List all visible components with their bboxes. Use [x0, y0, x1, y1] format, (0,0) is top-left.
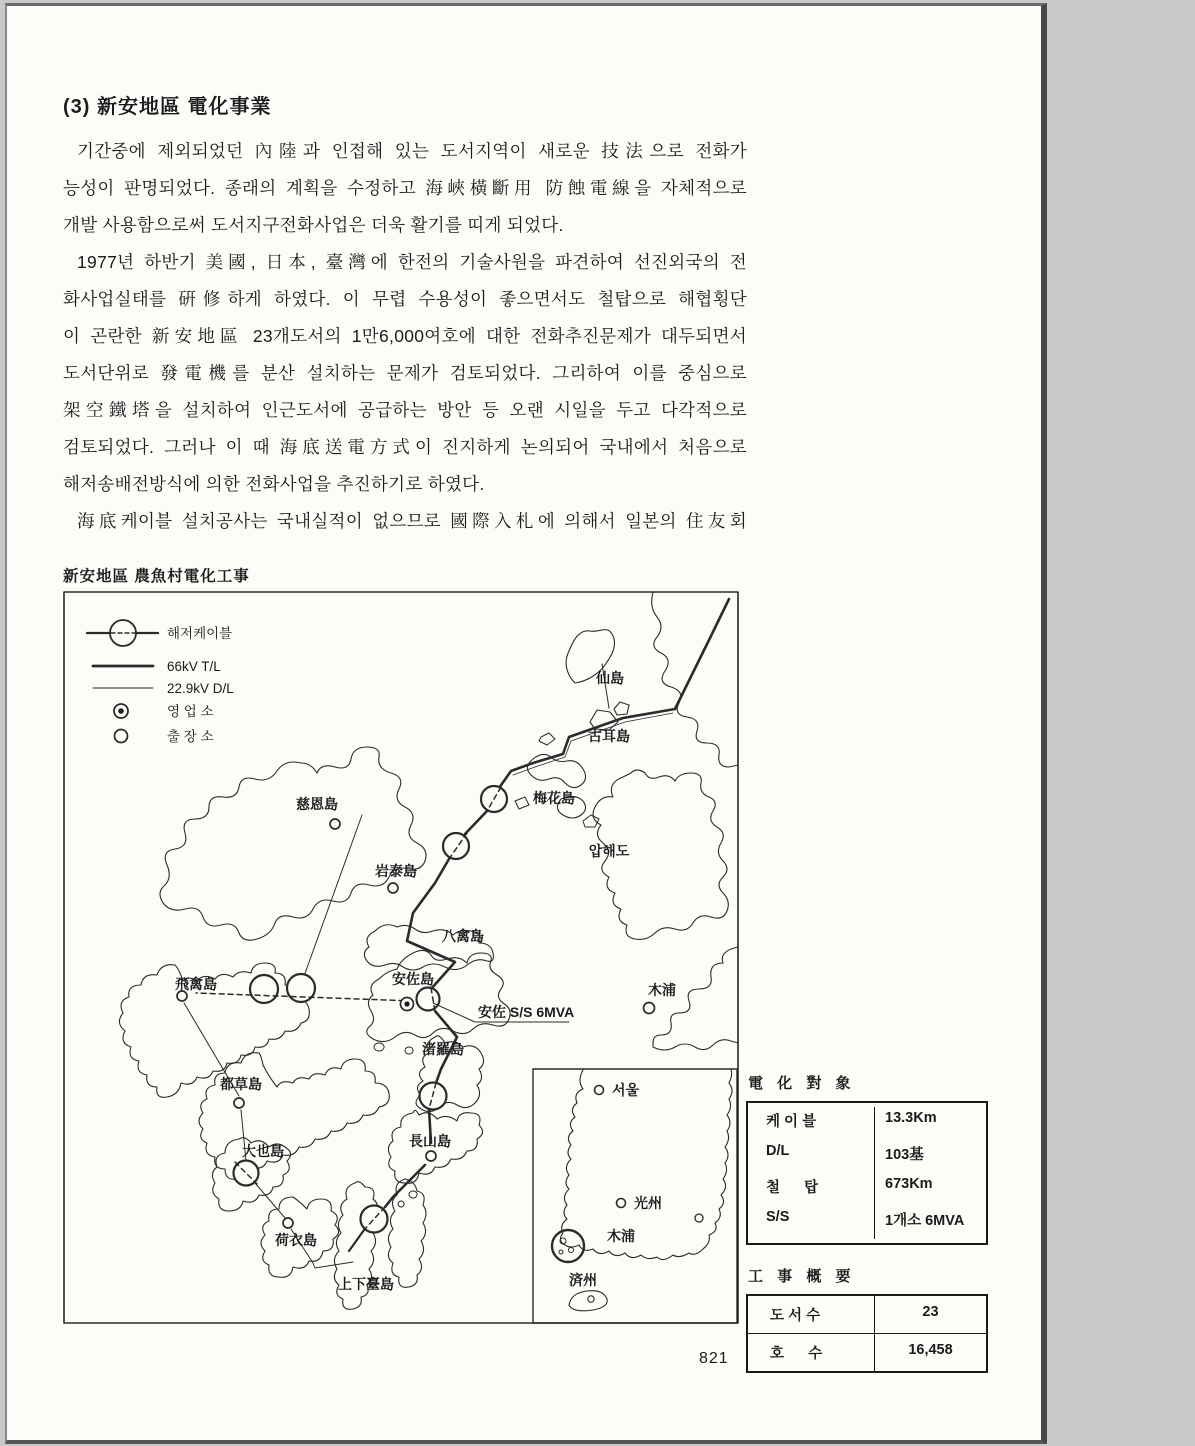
legend-label-cable: 해저케이블	[167, 626, 233, 641]
cable-crossing-circle	[417, 988, 440, 1011]
paragraph-line: 1977년 하반기 美國, 日本, 臺灣에 한전의 기술사원을 파견하여 선진외국의 전	[77, 252, 747, 272]
row-label: 케 이 블	[766, 1114, 817, 1130]
route-66kv-tail	[349, 1230, 364, 1251]
route-66kv-sanghadae	[385, 1165, 425, 1207]
islet-e	[398, 1201, 404, 1207]
table-row	[748, 1333, 986, 1371]
section-heading: (3) 新安地區 電化事業	[63, 96, 272, 118]
scanned-page	[5, 3, 1047, 1444]
island-label-jaeun: 慈恩島	[296, 796, 338, 812]
branch-office-marker	[330, 819, 340, 829]
island-label-sen: 仙島	[596, 670, 624, 686]
branch-office-marker	[426, 1151, 436, 1161]
island-label-jangsan: 長山島	[409, 1133, 451, 1149]
island-label-palgeum: 八禽島	[442, 928, 484, 944]
island-label-sanghadae: 上下臺島	[338, 1276, 394, 1292]
label-anjwa-ss: 安佐 S/S 6MVA	[478, 1004, 575, 1020]
island-label-anjwa: 安佐島	[392, 971, 434, 987]
paragraph-line: 개발 사용함으로써 도서지구전화사업은 더욱 활기를 띠게 되었다.	[63, 215, 564, 235]
island-label-docho: 都草島	[220, 1076, 262, 1092]
branch-office-marker	[644, 1003, 655, 1014]
paragraph-line: 기간중에 제외되었던 內陸과 인접해 있는 도서지역이 새로운 技法으로 전화가	[77, 141, 747, 161]
article	[63, 90, 747, 540]
branch-office-marker	[388, 883, 398, 893]
island-jaeun-amtae	[160, 747, 426, 940]
row-value: 13.3Km	[874, 1107, 986, 1140]
legend-label-229kv: 22.9kV D/L	[167, 681, 234, 696]
table-row	[748, 1107, 986, 1140]
legend-label-branch: 출 장 소	[167, 729, 214, 744]
island-label-maehwa: 梅花島	[533, 790, 575, 806]
paragraph-line: 해저송배전방식에 의한 전화사업을 추진하기로 하였다.	[63, 474, 485, 494]
dl-diagonal	[303, 815, 362, 979]
map-title: 新安地區 農魚村電化工事	[63, 568, 250, 585]
cable-crossing-circle	[250, 975, 278, 1003]
row-label: D/L	[766, 1143, 790, 1159]
row-value: 673Km	[874, 1173, 986, 1206]
island-label-daeya: 大也島	[242, 1143, 284, 1159]
label-mokpo: 木浦	[648, 982, 676, 998]
map-svg	[63, 590, 739, 1326]
coast-northeast	[652, 592, 738, 767]
inset-label-jeju: 済州	[569, 1272, 597, 1288]
island-label-bigeum: 飛禽島	[175, 976, 217, 992]
island-label-amtae: 岩泰島	[375, 863, 417, 879]
data-tables	[746, 1072, 992, 1373]
legend	[87, 620, 158, 743]
island-label-hau: 荷衣島	[275, 1232, 317, 1248]
islet-anjwa-s1	[374, 1043, 384, 1051]
island-label-koi: 古耳島	[588, 728, 630, 744]
paragraph-line: 海底케이블 설치공사는 국내실적이 없으므로 國際入札에 의해서 일본의 住友회	[77, 511, 747, 531]
branch-office-marker	[177, 991, 187, 1001]
island-maehwa-1	[527, 754, 585, 787]
islet-b	[515, 797, 529, 809]
islet-anjwa-s2	[405, 1047, 413, 1054]
paragraph-line: 도서단위로 發電機를 분산 설치하는 문제가 검토되었다. 그리하여 이를 중심으로	[63, 363, 747, 383]
inset-label-gwangju: 光州	[634, 1195, 662, 1211]
row-label: S/S	[766, 1209, 790, 1225]
inset-label-seoul: 서울	[612, 1082, 640, 1098]
paragraph-line: 검토되었다. 그러나 이 때 海底送電方式이 진지하게 논의되어 국내에서 처음으로	[63, 437, 747, 457]
coast-mokpo	[653, 947, 738, 1050]
legend-label-66kv: 66kV T/L	[167, 659, 221, 674]
map-frame	[64, 592, 738, 1323]
inset-coast-islet	[695, 1214, 703, 1222]
paragraph-line: 이 곤란한 新安地區 23개도서의 1만6,000여호에 대한 전화추진문제가 대두되면서	[63, 326, 747, 346]
main-office-marker	[401, 998, 414, 1011]
route-66kv-mid	[465, 811, 487, 834]
branch-office-marker	[234, 1098, 244, 1108]
paragraph-line: 架空鐵塔을 설치하여 인근도서에 공급하는 방안 등 오랜 시일을 두고 다각적으로	[63, 400, 747, 420]
row-value: 16,458	[874, 1334, 986, 1371]
row-label: 도 서 수	[770, 1308, 821, 1324]
row-label: 철 탑	[766, 1180, 819, 1196]
branch-office-marker	[283, 1218, 293, 1228]
paragraph-line: 화사업실태를 硏修하게 하였다. 이 무렵 수용성이 좋으면서도 철탑으로 해협횡단	[63, 289, 747, 309]
island-map	[63, 590, 739, 1326]
inset-jeju-dot	[588, 1296, 594, 1302]
island-koi-2	[614, 702, 629, 715]
table-row	[748, 1296, 986, 1333]
island-docho	[199, 1053, 389, 1180]
inset-seoul-marker	[595, 1086, 604, 1095]
table-row	[748, 1140, 986, 1173]
islet-d	[409, 1191, 417, 1198]
islet-a	[539, 733, 555, 745]
inset-korea-outline	[560, 1070, 732, 1260]
inset-islet	[569, 1248, 574, 1253]
electrification-table	[746, 1101, 988, 1245]
page-number: 821	[699, 1350, 729, 1367]
row-value: 23	[874, 1296, 986, 1333]
summary-table	[746, 1294, 988, 1373]
row-value: 103基	[874, 1140, 986, 1173]
electrification-table-title: 電 化 對 象	[748, 1075, 856, 1092]
legend-label-office: 영 업 소	[167, 704, 214, 719]
row-value: 1개소 6MVA	[874, 1206, 986, 1239]
route-66kv-northeast	[499, 599, 729, 788]
island-label-aphaedo: 압해도	[588, 843, 630, 859]
legend-branch-icon	[115, 730, 128, 743]
inset-label-mokpo: 木浦	[607, 1228, 635, 1244]
summary-table-title: 工 事 概 要	[748, 1268, 856, 1285]
route-66kv-parallel	[513, 713, 673, 775]
paragraph-line: 능성이 판명되었다. 종래의 계획을 수정하고 海峽橫斷用 防蝕電線을 자체적으로	[63, 178, 747, 198]
inset-islet	[559, 1250, 563, 1254]
table-row	[748, 1206, 986, 1239]
table-row	[748, 1173, 986, 1206]
inset-gwangju-marker	[617, 1199, 626, 1208]
islet-c	[583, 815, 599, 827]
island-label-jeora: 渚羅島	[422, 1041, 464, 1057]
row-label: 호 수	[770, 1346, 823, 1362]
legend-office-dot	[118, 708, 124, 714]
